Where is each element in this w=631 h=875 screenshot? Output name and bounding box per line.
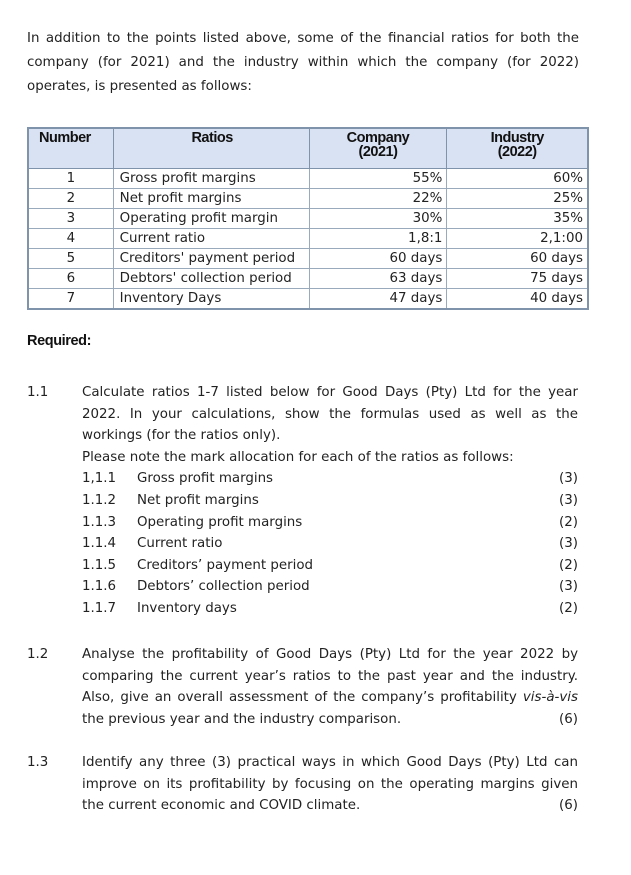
question-1-1 [82, 382, 578, 620]
question-1-2-text-after: the previous year and the industry comparison. [82, 711, 402, 727]
question-1-3 [82, 752, 578, 817]
subitem-number: 1.1.3 [82, 514, 117, 530]
question-1-3-number: 1.3 [27, 755, 49, 770]
required-heading: Required: [27, 333, 92, 349]
subitem-label: Gross profit margins [137, 471, 274, 487]
list-item [82, 598, 578, 620]
question-1-3-mark: (6) [559, 798, 578, 814]
subitem-number: 1.1.7 [82, 600, 117, 616]
header-number: Number [28, 128, 113, 169]
subitem-number: 1.1.2 [82, 492, 117, 508]
row-number: 6 [28, 269, 113, 289]
subitem-mark: (3) [559, 579, 578, 595]
subitem-mark: (2) [559, 557, 578, 573]
table-row [28, 229, 588, 249]
row-industry: 40 days [447, 289, 588, 310]
subitem-mark: (3) [559, 492, 578, 508]
table-row [28, 289, 588, 310]
row-ratio: Gross profit margins [113, 169, 309, 189]
subitem-label: Debtors’ collection period [137, 579, 310, 595]
row-ratio: Net profit margins [113, 189, 309, 209]
subitem-label: Inventory days [137, 600, 237, 616]
row-industry: 2,1:00 [447, 229, 588, 249]
list-item [82, 512, 578, 534]
row-industry: 60 days [447, 249, 588, 269]
list-item [82, 555, 578, 577]
subitem-label: Creditors’ payment period [137, 557, 314, 573]
question-1-2-mark: (6) [559, 711, 578, 727]
question-1-2-text-italic: vis-à-vis [522, 690, 578, 706]
row-company: 63 days [309, 269, 447, 289]
row-number: 5 [28, 249, 113, 269]
row-company: 1,8:1 [309, 229, 447, 249]
table-row [28, 249, 588, 269]
subitem-number: 1.1.6 [82, 579, 117, 595]
row-company: 22% [309, 189, 447, 209]
header-ratios: Ratios [113, 128, 309, 169]
ratios-table [27, 127, 589, 310]
row-ratio: Current ratio [113, 229, 309, 249]
question-1-3-text: Identify any three (3) practical ways in which Good Days (Pty) Ltd can improve on its profitability by focusing on the operating margins given the current economic and COVID climate. [82, 755, 578, 814]
subitem-mark: (2) [559, 600, 578, 616]
question-1-2-number: 1.2 [27, 647, 49, 662]
table-row [28, 169, 588, 189]
list-item [82, 490, 578, 512]
row-company: 60 days [309, 249, 447, 269]
row-industry: 75 days [447, 269, 588, 289]
row-ratio: Debtors' collection period [113, 269, 309, 289]
header-industry [447, 128, 588, 169]
row-number: 2 [28, 189, 113, 209]
row-number: 4 [28, 229, 113, 249]
header-company-line2: (2021) [358, 144, 398, 160]
row-industry: 25% [447, 189, 588, 209]
row-ratio: Operating profit margin [113, 209, 309, 229]
list-item [82, 468, 578, 490]
row-company: 55% [309, 169, 447, 189]
subitem-label: Operating profit margins [137, 514, 303, 530]
header-industry-line2: (2022) [497, 144, 537, 160]
row-number: 3 [28, 209, 113, 229]
row-number: 1 [28, 169, 113, 189]
question-1-2-text-before: Analyse the profitability of Good Days (Pty) Ltd for the year 2022 by comparing the current year’s ratios to the past year and the industry. Also, give an overall assessment of the company’s profitability [82, 647, 578, 706]
header-company-line1: Company [346, 130, 410, 146]
row-company: 47 days [309, 289, 447, 310]
subitem-label: Net profit margins [137, 492, 259, 508]
row-company: 30% [309, 209, 447, 229]
subitem-number: 1.1.4 [82, 536, 117, 552]
list-item [82, 533, 578, 555]
question-1-1-text: Calculate ratios 1-7 listed below for Good Days (Pty) Ltd for the year 2022. In your calculations, show the formulas used as well as the workings (for the ratios only). [82, 385, 578, 444]
question-1-1-note: Please note the mark allocation for each of the ratios as follows: [82, 449, 514, 465]
row-industry: 60% [447, 169, 588, 189]
question-1-1-number: 1.1 [27, 385, 49, 400]
list-item [82, 576, 578, 598]
subitem-number: 1,1.1 [82, 471, 117, 487]
row-industry: 35% [447, 209, 588, 229]
row-ratio: Inventory Days [113, 289, 309, 310]
subitem-mark: (2) [559, 514, 578, 530]
header-industry-line1: Industry [490, 130, 544, 146]
table-row [28, 269, 588, 289]
subitem-mark: (3) [559, 471, 578, 487]
question-1-2 [82, 644, 578, 730]
intro-paragraph: In addition to the points listed above, some of the financial ratios for both the company (for 2021) and the industry within which the company (for 2022) operates, is presented as follows: [27, 31, 579, 94]
subitem-mark: (3) [559, 536, 578, 552]
table-row [28, 189, 588, 209]
subitem-label: Current ratio [137, 536, 223, 552]
header-company [309, 128, 447, 169]
row-ratio: Creditors' payment period [113, 249, 309, 269]
table-row [28, 209, 588, 229]
question-1-2-text [82, 644, 578, 730]
row-number: 7 [28, 289, 113, 310]
subitem-number: 1.1.5 [82, 557, 117, 573]
table-header-row [28, 128, 588, 169]
